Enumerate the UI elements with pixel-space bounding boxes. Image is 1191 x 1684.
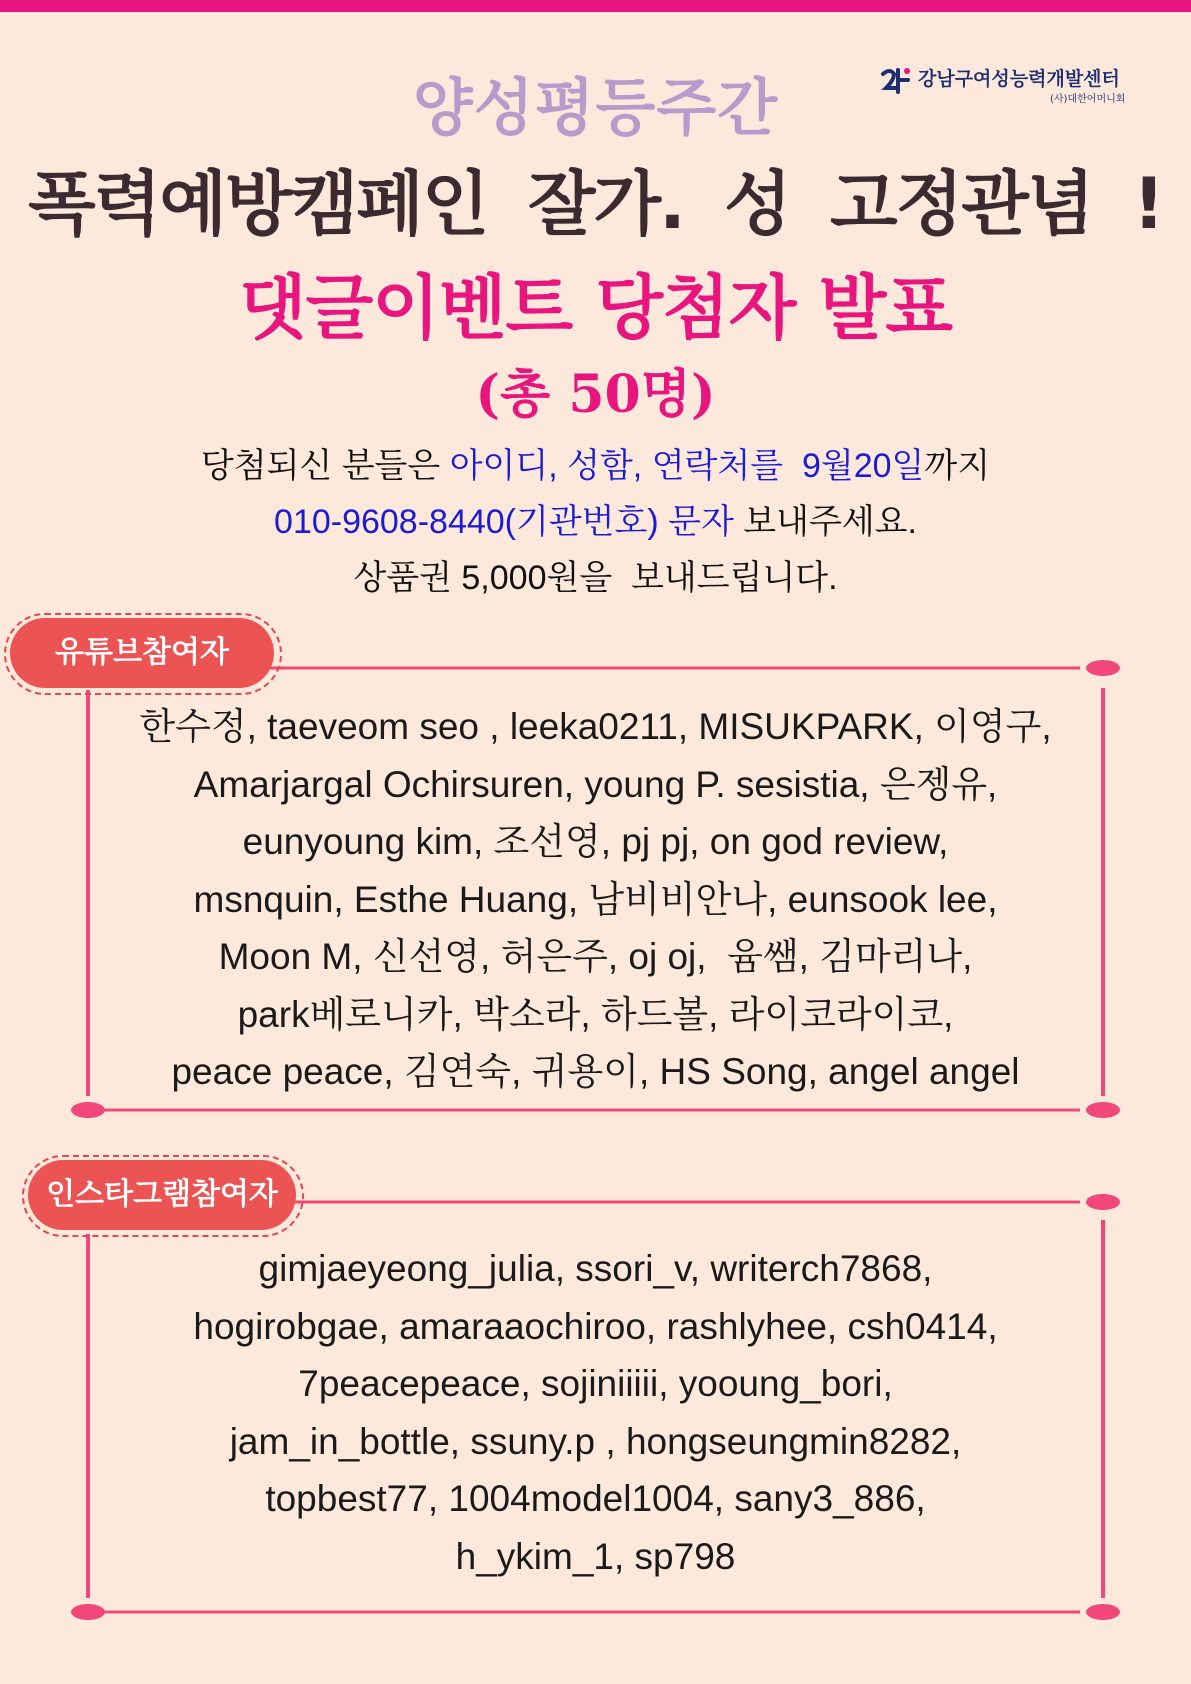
logo-subtitle: (사)대한어머니회 (1050, 94, 1126, 105)
announcement-title: 댓글이벤트 당첨자 발표 (239, 267, 952, 349)
required-info: 아이디, 성함, 연락처를 (449, 447, 784, 485)
instruction-line-3: 상품권 5,000원을 보내드립니다. (353, 559, 838, 597)
list-line: 한수정, taeveom seo , leeka0211, MISUKPARK, 이영구, (139, 706, 1052, 747)
list-line: topbest77, 1004model1004, sany3_886, (265, 1478, 926, 1519)
list-line: peace peace, 김연숙, 귀용이, HS Song, angel angel (171, 1051, 1020, 1092)
list-line: h_ykim_1, sp798 (455, 1535, 736, 1577)
list-line: 7peacepeace, sojiniiiii, yooung_bori, (298, 1363, 893, 1404)
instruction-line-1: 당첨되신 분들은 아이디, 성함, 연락처를 9월20일까지 (200, 447, 991, 485)
youtube-participants-badge: 유튜브참여자 (10, 618, 274, 688)
list-line: gimjaeyeong_julia, ssori_v, writerch7868, (258, 1248, 933, 1289)
list-line: park베로니카, 박소라, 하드볼, 라이코라이코, (237, 993, 954, 1035)
list-line: Amarjargal Ochirsuren, young P. sesistia, 은젱유, (193, 763, 998, 805)
list-line: Moon M, 신선영, 허은주, oj oj, 윰쌤, 김마리나, (218, 936, 973, 977)
instagram-participants-badge: 인스타그램참여자 (28, 1160, 296, 1230)
list-line: eunyoung kim, 조선영, pj pj, on god review, (242, 821, 949, 862)
instagram-winner-list (100, 1240, 1091, 1585)
logo-name: 강남구여성능력개발센터 (918, 68, 1120, 90)
list-line: jam_in_bottle, ssuny.p , hongseungmin8282, (229, 1420, 962, 1462)
event-subtitle: 양성평등주간 (412, 71, 779, 144)
winner-count: (총 50명) (475, 364, 716, 425)
campaign-title: 폭력예방캠페인 잘가. 성 고정관념 ! (28, 163, 1163, 245)
youtube-winner-list (100, 698, 1091, 1101)
list-line: msnquin, Esthe Huang, 남비비안나, eunsook lee, (193, 878, 998, 920)
list-line: hogirobgae, amaraaochiroo, rashlyhee, csh0414, (193, 1305, 998, 1347)
contact-number: 010-9608-8440(기관번호) 문자 (274, 503, 734, 541)
deadline: 9월20일 (801, 447, 925, 485)
instruction-line-2: 010-9608-8440(기관번호) 문자 보내주세요. (274, 503, 917, 541)
